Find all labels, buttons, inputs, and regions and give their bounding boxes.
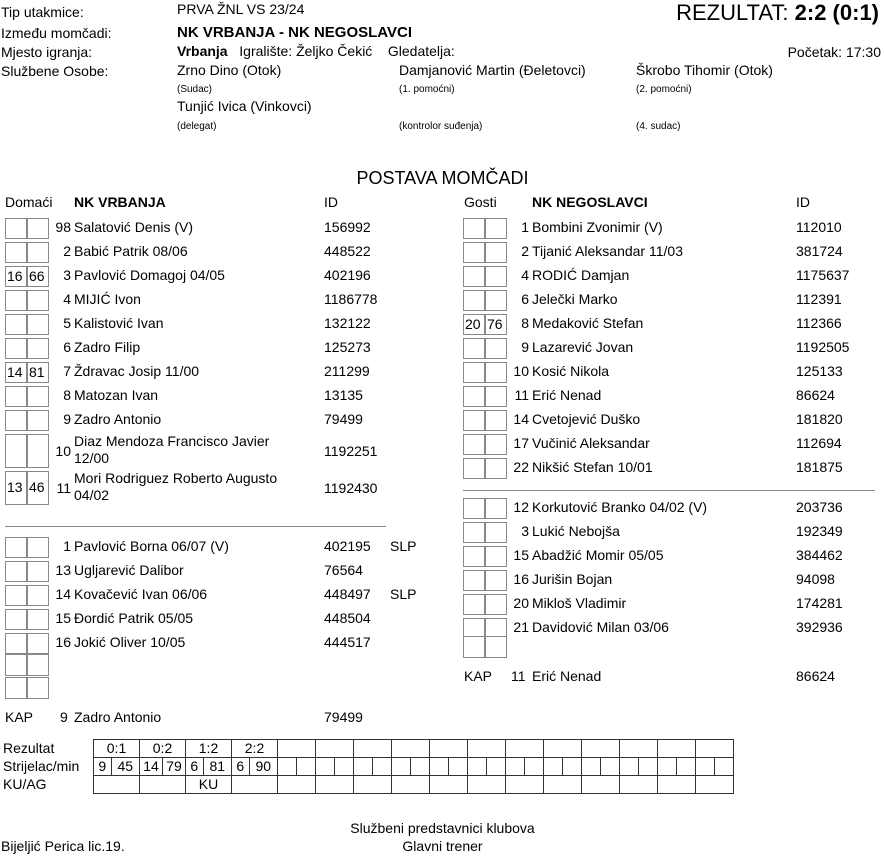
scorer-empty <box>316 758 335 776</box>
scorer-empty <box>430 758 449 776</box>
kuag-empty <box>544 776 582 794</box>
player-name: Babić Patrik 08/06 <box>74 243 188 259</box>
score-cell-empty <box>506 740 544 758</box>
player-name: Mikloš Vladimir <box>532 595 627 611</box>
player-name: Salatović Denis (V) <box>74 219 194 235</box>
player-id: 112694 <box>796 435 842 451</box>
player-number: 14 <box>55 586 71 602</box>
minute-empty <box>449 758 468 776</box>
lineup-title: POSTAVA MOMČADI <box>356 168 529 188</box>
player-id: 384462 <box>796 547 843 563</box>
player-name-cont: 12/00 <box>74 450 110 466</box>
player-number: 15 <box>513 547 529 563</box>
minute-empty <box>335 758 354 776</box>
score-cell: 2:2 <box>232 740 278 758</box>
minute-empty <box>715 758 734 776</box>
scorer-number: 14 <box>140 758 163 776</box>
player-number: 16 <box>513 571 529 587</box>
score-cell-empty <box>658 740 696 758</box>
player-number: 11 <box>56 480 71 496</box>
player-name: Đordić Patrik 05/05 <box>74 610 194 626</box>
away-id-header: ID <box>796 194 810 210</box>
result-value: 2:2 (0:1) <box>794 0 879 25</box>
minute-box <box>5 242 27 263</box>
player-name-cont: 04/02 <box>74 487 110 503</box>
player-name: Ždravac Josip 11/00 <box>74 363 200 379</box>
score-cell: 0:2 <box>140 740 186 758</box>
scorer-empty <box>392 758 411 776</box>
row-label: KU/AG <box>3 776 47 792</box>
empty-box <box>27 654 49 676</box>
minute-box <box>5 338 27 359</box>
player-name: Korkutović Branko 04/02 (V) <box>532 499 708 515</box>
player-id: 79499 <box>324 411 363 427</box>
score-cell-empty <box>278 740 316 758</box>
player-number: 8 <box>521 315 529 331</box>
kuag-empty <box>620 776 658 794</box>
player-name: Zadro Antonio <box>74 411 162 427</box>
kuag-empty <box>696 776 734 794</box>
minute-box <box>5 434 27 468</box>
player-number: 10 <box>55 443 71 459</box>
score-cell-empty <box>696 740 734 758</box>
minute-box <box>463 594 485 615</box>
player-number: 9 <box>63 411 71 427</box>
scorer-number: 6 <box>232 758 250 776</box>
score-cell-empty <box>582 740 620 758</box>
minute-box <box>463 570 485 591</box>
minute-box <box>463 498 485 519</box>
player-name: Abadžić Momir 05/05 <box>532 547 664 563</box>
sub-minute-in: 81 <box>29 363 45 380</box>
home-captain-name: Zadro Antonio <box>74 709 162 725</box>
player-id: 192349 <box>796 523 843 539</box>
player-name: Vučinić Aleksandar <box>532 435 650 451</box>
player-id: 125273 <box>324 339 371 355</box>
kuag-empty <box>354 776 392 794</box>
home-captain-number: 9 <box>60 709 68 725</box>
minute-empty <box>639 758 658 776</box>
tip-label: Tip utakmice: <box>1 4 84 20</box>
player-number: 1 <box>521 219 529 235</box>
player-name: Erić Nenad <box>532 387 602 403</box>
minute-box <box>463 218 485 239</box>
score-cell-empty <box>544 740 582 758</box>
minute-empty <box>411 758 430 776</box>
player-flag: SLP <box>390 538 417 554</box>
player-name: Jurišin Bojan <box>532 571 613 587</box>
official-role: (4. sudac) <box>636 121 681 132</box>
minute-box <box>5 386 27 407</box>
player-id: 444517 <box>324 634 371 650</box>
minute-empty <box>677 758 696 776</box>
player-number: 8 <box>63 387 71 403</box>
player-name: Kalistović Ivan <box>74 315 164 331</box>
venue-value: Vrbanja <box>177 43 228 59</box>
minute-box <box>463 410 485 431</box>
player-name: Nikšić Stefan 10/01 <box>532 459 653 475</box>
away-subs-divider <box>463 490 875 491</box>
player-number: 15 <box>55 610 71 626</box>
kuag-empty <box>430 776 468 794</box>
result-label: REZULTAT: <box>676 0 789 25</box>
goal-minute: 81 <box>203 758 231 776</box>
official-name: Tunjić Ivica (Vinkovci) <box>177 98 312 114</box>
empty-box <box>5 677 27 699</box>
empty-box <box>463 636 485 658</box>
player-id: 448497 <box>324 586 371 602</box>
minute-empty <box>297 758 316 776</box>
player-id: 448522 <box>324 243 371 259</box>
player-number: 16 <box>55 634 71 650</box>
empty-box <box>485 636 507 658</box>
player-number: 17 <box>513 435 529 451</box>
official-role: (Sudac) <box>177 84 213 95</box>
player-number: 12 <box>513 499 529 515</box>
player-name: Cvetojević Duško <box>532 411 641 427</box>
kuag-empty <box>468 776 506 794</box>
score-cell: 0:1 <box>94 740 140 758</box>
player-id: 156992 <box>324 219 371 235</box>
score-cell-empty <box>620 740 658 758</box>
home-captain-label: KAP <box>5 709 34 725</box>
player-number: 98 <box>55 219 71 235</box>
minute-box <box>5 218 27 239</box>
player-id: 381724 <box>796 243 843 259</box>
score-cell-empty <box>468 740 506 758</box>
player-number: 6 <box>63 339 71 355</box>
player-name: Lazarević Jovan <box>532 339 634 355</box>
kuag-cell <box>232 776 278 794</box>
away-captain-name: Erić Nenad <box>532 668 602 684</box>
away-team-name: NK NEGOSLAVCI <box>532 194 648 210</box>
sub-minute-in: 76 <box>487 315 503 332</box>
player-name: Medaković Stefan <box>532 315 644 331</box>
player-name: Lukić Nebojša <box>532 523 620 539</box>
away-captain-id: 86624 <box>796 668 835 684</box>
player-number: 20 <box>513 595 529 611</box>
row-label: Strijelac/min <box>3 758 80 774</box>
officials-label: Službene Osobe: <box>1 63 109 79</box>
scorer-empty <box>620 758 639 776</box>
player-id: 402195 <box>324 538 371 554</box>
away-captain-label: KAP <box>464 668 493 684</box>
score-cell-empty <box>316 740 354 758</box>
scorer-empty <box>582 758 601 776</box>
minute-box <box>5 314 27 335</box>
minute-empty <box>373 758 392 776</box>
sub-minute-out: 14 <box>7 363 23 380</box>
venue-label: Mjesto igranja: <box>1 44 93 60</box>
player-name: Ugljarević Dalibor <box>74 562 184 578</box>
sub-minute-in: 66 <box>29 267 45 284</box>
kuag-cell <box>140 776 186 794</box>
minute-box <box>463 362 485 383</box>
player-name: Mori Rodriguez Roberto Augusto <box>74 470 278 486</box>
home-captain-id: 79499 <box>324 709 363 725</box>
player-id: 174281 <box>796 595 843 611</box>
player-id: 94098 <box>796 571 835 587</box>
minute-box <box>5 633 27 654</box>
player-number: 13 <box>55 562 71 578</box>
coach-title: Glavni trener <box>402 838 483 854</box>
player-id: 392936 <box>796 619 843 635</box>
official-role: (kontrolor suđenja) <box>399 121 483 132</box>
home-team-name: NK VRBANJA <box>74 194 166 210</box>
official-role: (delegat) <box>177 121 217 132</box>
player-id: 1186778 <box>324 291 378 307</box>
player-number: 22 <box>513 459 529 475</box>
player-id: 1192505 <box>796 339 850 355</box>
player-number: 1 <box>63 538 71 554</box>
player-name: Jokić Oliver 10/05 <box>74 634 186 650</box>
player-name: Diaz Mendoza Francisco Javier <box>74 433 270 449</box>
player-number: 14 <box>513 411 529 427</box>
goal-minute: 79 <box>163 758 186 776</box>
player-name: Pavlović Borna 06/07 (V) <box>74 538 229 554</box>
player-id: 1192430 <box>324 480 378 496</box>
player-flag: SLP <box>390 586 417 602</box>
sub-minute-in: 46 <box>29 479 45 495</box>
venue-row <box>177 43 455 59</box>
score-cell-empty <box>354 740 392 758</box>
scorer-number: 6 <box>186 758 204 776</box>
club-reps-title: Službeni predstavnici klubova <box>350 820 535 836</box>
scorer-empty <box>658 758 677 776</box>
official-name: Zrno Dino (Otok) <box>177 62 282 78</box>
player-number: 11 <box>514 387 529 403</box>
player-id: 112391 <box>796 291 842 307</box>
player-number: 9 <box>521 339 529 355</box>
player-name: Kosić Nikola <box>532 363 610 379</box>
scorer-empty <box>506 758 525 776</box>
player-number: 21 <box>513 619 529 635</box>
scorer-empty <box>468 758 487 776</box>
player-id: 76564 <box>324 562 363 578</box>
player-id: 203736 <box>796 499 843 515</box>
home-side-label: Domaći <box>5 194 53 210</box>
sub-minute-out: 20 <box>465 315 481 332</box>
player-id: 132122 <box>324 315 371 331</box>
player-id: 1175637 <box>796 267 850 283</box>
score-cell-empty <box>430 740 468 758</box>
player-number: 10 <box>513 363 529 379</box>
official-role: (1. pomoćni) <box>399 84 455 95</box>
player-id: 448504 <box>324 610 371 626</box>
result-headline <box>676 0 879 26</box>
minute-empty <box>601 758 620 776</box>
kuag-cell <box>94 776 140 794</box>
competition-name: PRVA ŽNL VS 23/24 <box>177 1 305 17</box>
player-id: 112010 <box>796 219 842 235</box>
away-side-label: Gosti <box>464 194 497 210</box>
minute-empty <box>525 758 544 776</box>
minute-box <box>463 242 485 263</box>
kickoff-time: Početak: 17:30 <box>787 44 881 60</box>
attendance: Gledatelja: <box>387 43 455 59</box>
away-captain-number: 11 <box>511 668 526 684</box>
player-id: 86624 <box>796 387 835 403</box>
home-subs-divider <box>5 526 386 527</box>
kuag-empty <box>658 776 696 794</box>
kuag-empty <box>392 776 430 794</box>
minute-box <box>463 338 485 359</box>
minute-box <box>463 434 485 455</box>
player-number: 2 <box>521 243 529 259</box>
minute-box <box>463 522 485 543</box>
player-number: 4 <box>63 291 71 307</box>
minute-box <box>5 410 27 431</box>
sub-minute-out: 16 <box>7 267 23 284</box>
player-id: 181820 <box>796 411 843 427</box>
score-cell: 1:2 <box>186 740 232 758</box>
player-id: 181875 <box>796 459 843 475</box>
official-role: (2. pomoćni) <box>636 84 692 95</box>
minute-box <box>463 290 485 311</box>
player-name: Zadro Filip <box>74 339 141 355</box>
match-teams: NK VRBANJA - NK NEGOSLAVCI <box>177 24 413 41</box>
player-name: RODIĆ Damjan <box>532 267 630 283</box>
player-name: Tijanić Aleksandar 11/03 <box>532 243 683 259</box>
player-name: Davidović Milan 03/06 <box>532 619 669 635</box>
scorer-empty <box>354 758 373 776</box>
player-name: MIJIĆ Ivon <box>74 291 141 307</box>
goal-minute: 90 <box>249 758 277 776</box>
minute-box <box>463 386 485 407</box>
official-name: Damjanović Martin (Đeletovci) <box>399 62 586 78</box>
minute-box <box>463 458 485 479</box>
minute-box <box>463 266 485 287</box>
player-id: 112366 <box>796 315 842 331</box>
player-id: 1192251 <box>324 443 378 459</box>
pitch-name: Igralište: Željko Čekić <box>239 43 373 59</box>
player-name: Matozan Ivan <box>74 387 159 403</box>
row-label: Rezultat <box>3 740 55 756</box>
player-number: 3 <box>63 267 71 283</box>
minute-box <box>5 561 27 582</box>
player-number: 6 <box>521 291 529 307</box>
kuag-empty <box>278 776 316 794</box>
player-id: 125133 <box>796 363 843 379</box>
player-number: 3 <box>521 523 529 539</box>
empty-box <box>27 677 49 699</box>
kuag-empty <box>506 776 544 794</box>
player-number: 4 <box>521 267 529 283</box>
player-id: 211299 <box>324 363 370 379</box>
sub-minute-out: 13 <box>7 479 23 495</box>
player-id: 13135 <box>324 387 363 403</box>
empty-box <box>5 654 27 676</box>
player-name: Kovačević Ivan 06/06 <box>74 586 208 602</box>
goals-table <box>1 739 734 794</box>
minute-box <box>5 290 27 311</box>
official-name: Škrobo Tihomir (Otok) <box>636 62 773 78</box>
scorer-empty <box>696 758 715 776</box>
player-id: 402196 <box>324 267 371 283</box>
player-name: Pavlović Domagoj 04/05 <box>74 267 225 283</box>
kuag-cell: KU <box>186 776 232 794</box>
minute-box <box>5 537 27 558</box>
player-number: 5 <box>63 315 71 331</box>
minute-box <box>5 585 27 606</box>
player-name: Bombini Zvonimir (V) <box>532 219 663 235</box>
minute-box <box>463 546 485 567</box>
player-number: 2 <box>63 243 71 259</box>
home-id-header: ID <box>324 194 338 210</box>
home-coach: Bijeljić Perica lic.19. <box>1 838 125 854</box>
minute-box <box>5 609 27 630</box>
player-name: Jelečki Marko <box>532 291 618 307</box>
minute-empty <box>487 758 506 776</box>
scorer-empty <box>544 758 563 776</box>
scorer-number: 9 <box>94 758 112 776</box>
kuag-empty <box>316 776 354 794</box>
kuag-empty <box>582 776 620 794</box>
between-label: Između momčadi: <box>1 25 112 41</box>
scorer-empty <box>278 758 297 776</box>
player-number: 7 <box>63 363 71 379</box>
goal-minute: 45 <box>111 758 139 776</box>
minute-empty <box>563 758 582 776</box>
score-cell-empty <box>392 740 430 758</box>
